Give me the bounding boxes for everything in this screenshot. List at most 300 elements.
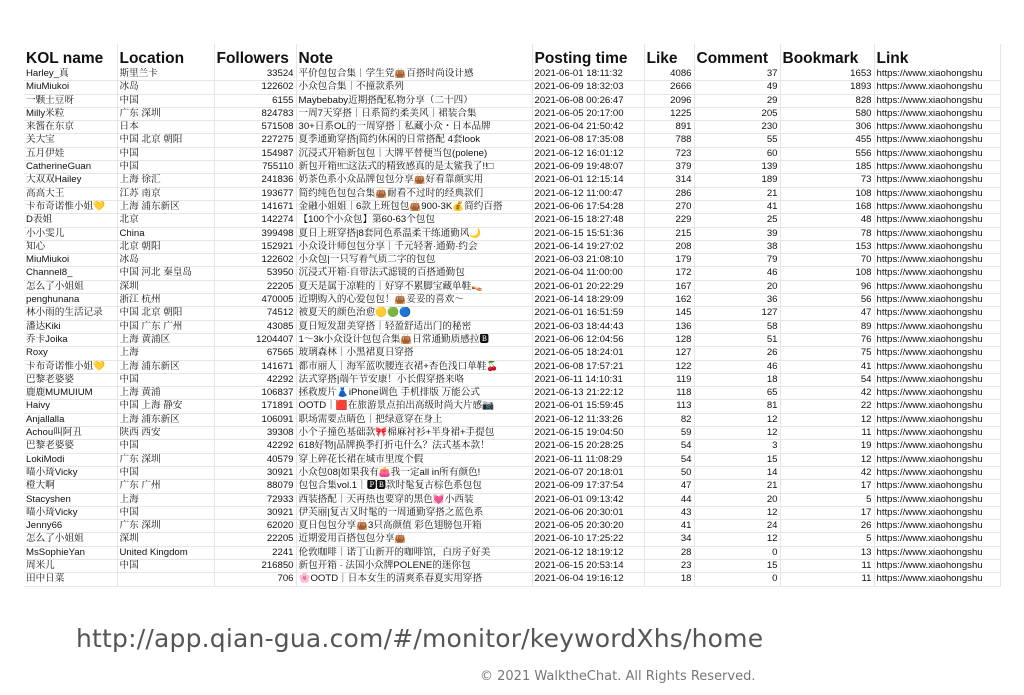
table-cell: 职场需要点睛色｜把绿意穿在身上 [296, 413, 532, 426]
table-cell: 🌸OOTD｜日本女生的清爽系春夏实用穿搭 [296, 573, 532, 586]
table-cell: 包包合集vol.1｜🅿🅱款时髦复古棕色系包包 [296, 480, 532, 493]
table-cell: 鹿鹿MUMUIUM [24, 387, 117, 400]
table-cell: OOTD｜🟥在旅游景点拍出高级时尚大片感📷 [296, 400, 532, 413]
link-cell[interactable]: https://www.xiaohongshu [874, 360, 1000, 373]
table-cell: 127 [644, 347, 694, 360]
table-cell: 2021-06-01 09:13:42 [532, 493, 644, 506]
table-cell: 来酱在东京 [24, 121, 117, 134]
header-row [24, 44, 1000, 68]
table-cell: 13 [780, 546, 874, 559]
link-cell[interactable]: https://www.xiaohongshu [874, 294, 1000, 307]
link-cell[interactable]: https://www.xiaohongshu [874, 373, 1000, 386]
table-cell: Achou叫阿丑 [24, 427, 117, 440]
table-cell: 152921 [214, 240, 296, 253]
table-row [24, 320, 1000, 333]
column-header: Like [644, 44, 694, 68]
table-cell: 128 [644, 333, 694, 346]
table-cell: 17 [780, 480, 874, 493]
link-cell[interactable]: https://www.xiaohongshu [874, 333, 1000, 346]
table-row [24, 493, 1000, 506]
table-cell: 2021-06-15 19:04:50 [532, 427, 644, 440]
table-cell: 51 [694, 333, 780, 346]
footer-url: http://app.qian-gua.com/#/monitor/keywordXhs/home [76, 624, 764, 653]
link-cell[interactable]: https://www.xiaohongshu [874, 94, 1000, 107]
link-cell[interactable]: https://www.xiaohongshu [874, 134, 1000, 147]
link-cell[interactable]: https://www.xiaohongshu [874, 227, 1000, 240]
table-cell: 中国 [117, 94, 214, 107]
table-cell: 314 [644, 174, 694, 187]
table-cell: 巴黎老婆婆 [24, 440, 117, 453]
table-row [24, 200, 1000, 213]
table-cell: 玻璃森林｜小黑裙夏日穿搭 [296, 347, 532, 360]
table-cell: CatherineGuan [24, 161, 117, 174]
link-cell[interactable]: https://www.xiaohongshu [874, 506, 1000, 519]
link-cell[interactable]: https://www.xiaohongshu [874, 267, 1000, 280]
table-cell: 一颗土豆呀 [24, 94, 117, 107]
table-cell: 深圳 [117, 280, 214, 293]
table-cell: 2096 [644, 94, 694, 107]
table-cell: 12 [694, 413, 780, 426]
link-cell[interactable]: https://www.xiaohongshu [874, 121, 1000, 134]
table-cell: 399498 [214, 227, 296, 240]
table-cell: 65 [694, 387, 780, 400]
table-row [24, 254, 1000, 267]
kol-table [24, 44, 1001, 587]
table-cell: 广东 深圳 [117, 107, 214, 120]
table-cell: 755110 [214, 161, 296, 174]
table-cell: 2021-06-06 20:30:01 [532, 506, 644, 519]
table-cell: 2021-06-14 18:29:09 [532, 294, 644, 307]
table-cell: 怎么了小姐姐 [24, 280, 117, 293]
table-cell: 88079 [214, 480, 296, 493]
table-cell: 824783 [214, 107, 296, 120]
table-cell: 470005 [214, 294, 296, 307]
table-cell: 216850 [214, 559, 296, 572]
table-cell: 夏天是属于凉鞋的｜好穿不累脚宝藏单鞋👡 [296, 280, 532, 293]
table-cell: 2021-06-05 18:24:01 [532, 347, 644, 360]
column-header: KOL name [24, 44, 117, 68]
table-row [24, 533, 1000, 546]
table-row [24, 81, 1000, 94]
table-cell: 141671 [214, 360, 296, 373]
table-cell: 2021-06-11 14:10:31 [532, 373, 644, 386]
table-cell: 2021-06-09 17:37:54 [532, 480, 644, 493]
table-cell: 4086 [644, 68, 694, 81]
table-cell: 11 [780, 573, 874, 586]
table-cell: 38 [694, 240, 780, 253]
table-cell: 72933 [214, 493, 296, 506]
table-cell: 法式穿搭|端午节安康！小长假穿搭来咯 [296, 373, 532, 386]
table-row [24, 107, 1000, 120]
table-cell: 6155 [214, 94, 296, 107]
table-row [24, 520, 1000, 533]
table-row [24, 294, 1000, 307]
table-cell: 89 [780, 320, 874, 333]
table-row [24, 413, 1000, 426]
table-cell: 12 [694, 427, 780, 440]
table-cell: Harley_真 [24, 68, 117, 81]
table-cell: 拯救废片👗iPhone调色 手机排版 万能公式 [296, 387, 532, 400]
table-cell: 中国 [117, 466, 214, 479]
table-cell: 18 [644, 573, 694, 586]
column-header: Location [117, 44, 214, 68]
table-row [24, 506, 1000, 519]
table-cell: 2021-06-13 21:22:12 [532, 387, 644, 400]
table-cell: 1893 [780, 81, 874, 94]
link-cell[interactable]: https://www.xiaohongshu [874, 214, 1000, 227]
table-cell: 冰岛 [117, 254, 214, 267]
table-row [24, 187, 1000, 200]
table-cell: 中国 北京 朝阳 [117, 307, 214, 320]
table-cell: 54 [644, 440, 694, 453]
table-cell: 48 [780, 214, 874, 227]
table-cell: 一周7天穿搭｜日系简约柔美风｜裙装合集 [296, 107, 532, 120]
table-cell: 21 [694, 480, 780, 493]
table-cell: 46 [694, 267, 780, 280]
table-cell: 2021-06-14 19:27:02 [532, 240, 644, 253]
table-cell: 2021-06-01 20:22:29 [532, 280, 644, 293]
table-cell: 怎么了小姐姐 [24, 533, 117, 546]
table-cell: Maybebaby近期搭配私物分享（二十四） [296, 94, 532, 107]
table-cell: 西装搭配｜天再热也要穿的黑色💓小西装 [296, 493, 532, 506]
link-cell[interactable]: https://www.xiaohongshu [874, 107, 1000, 120]
link-cell[interactable]: https://www.xiaohongshu [874, 480, 1000, 493]
table-cell: 67565 [214, 347, 296, 360]
table-cell: 近期购入的心爱包包！👜妥妥的喜欢～ [296, 294, 532, 307]
table-cell: 571508 [214, 121, 296, 134]
table-cell: 2021-06-06 12:04:56 [532, 333, 644, 346]
table-cell: 小众包08|如果我有👛我一定all in所有颜色! [296, 466, 532, 479]
link-cell[interactable]: https://www.xiaohongshu [874, 307, 1000, 320]
link-cell[interactable]: https://www.xiaohongshu [874, 400, 1000, 413]
table-cell: 中国 [117, 373, 214, 386]
table-cell: 广东 深圳 [117, 520, 214, 533]
link-cell[interactable]: https://www.xiaohongshu [874, 174, 1000, 187]
table-cell: 230 [694, 121, 780, 134]
link-cell[interactable]: https://www.xiaohongshu [874, 559, 1000, 572]
table-cell: 108 [780, 267, 874, 280]
link-cell[interactable]: https://www.xiaohongshu [874, 413, 1000, 426]
table-cell: 近期爱用百搭包包分享👜 [296, 533, 532, 546]
table-cell: 5 [780, 533, 874, 546]
link-cell[interactable]: https://www.xiaohongshu [874, 546, 1000, 559]
table-cell: 1204407 [214, 333, 296, 346]
table-cell: 47 [644, 480, 694, 493]
table-row [24, 280, 1000, 293]
table-cell: 43085 [214, 320, 296, 333]
table-cell: 41 [644, 520, 694, 533]
table-cell: Haivy [24, 400, 117, 413]
link-cell[interactable]: https://www.xiaohongshu [874, 453, 1000, 466]
link-cell[interactable]: https://www.xiaohongshu [874, 147, 1000, 160]
table-row [24, 307, 1000, 320]
table-row [24, 174, 1000, 187]
table-cell: 北京 [117, 214, 214, 227]
table-cell: 2021-06-05 20:30:20 [532, 520, 644, 533]
link-cell[interactable]: https://www.xiaohongshu [874, 573, 1000, 586]
table-row [24, 214, 1000, 227]
table-cell: 夏日短发甜美穿搭｜轻盈舒适出门的秘密 [296, 320, 532, 333]
table-row [24, 373, 1000, 386]
link-cell[interactable]: https://www.xiaohongshu [874, 520, 1000, 533]
table-cell: 上海 [117, 347, 214, 360]
table-cell: 60 [694, 147, 780, 160]
table-cell: 167 [644, 280, 694, 293]
column-header: Comment [694, 44, 780, 68]
table-cell: 新包开箱 · 法国小众牌POLENE的迷你包 [296, 559, 532, 572]
table-row [24, 387, 1000, 400]
table-row [24, 134, 1000, 147]
table-cell: 小众设计师包包分享｜千元轻奢·通勤·约会 [296, 240, 532, 253]
table-cell: 深圳 [117, 533, 214, 546]
table-cell: 日本 [117, 121, 214, 134]
table-cell: 41 [694, 200, 780, 213]
table-cell: 24 [694, 520, 780, 533]
table-cell: 139 [694, 161, 780, 174]
table-cell: 891 [644, 121, 694, 134]
link-cell[interactable]: https://www.xiaohongshu [874, 161, 1000, 174]
table-cell: 580 [780, 107, 874, 120]
table-row [24, 440, 1000, 453]
table-cell: 2021-06-12 11:33:26 [532, 413, 644, 426]
table-cell: 20 [694, 493, 780, 506]
table-row [24, 240, 1000, 253]
table-cell: 2021-06-03 21:08:10 [532, 254, 644, 267]
table-cell: 上海 浦东新区 [117, 413, 214, 426]
link-cell[interactable]: https://www.xiaohongshu [874, 254, 1000, 267]
table-cell: 中国 广东 广州 [117, 320, 214, 333]
table-cell: 2241 [214, 546, 296, 559]
table-row [24, 400, 1000, 413]
table-body [24, 68, 1000, 586]
table-cell: 浙江 杭州 [117, 294, 214, 307]
table-cell: 74512 [214, 307, 296, 320]
table-cell: 306 [780, 121, 874, 134]
table-cell: 205 [694, 107, 780, 120]
table-row [24, 161, 1000, 174]
link-cell[interactable]: https://www.xiaohongshu [874, 440, 1000, 453]
table-cell: D表姐 [24, 214, 117, 227]
table-cell: 723 [644, 147, 694, 160]
table-cell: 26 [694, 347, 780, 360]
table-cell: 0 [694, 573, 780, 586]
table-cell: 上海 徐汇 [117, 174, 214, 187]
table-cell: 巴黎老婆婆 [24, 373, 117, 386]
link-cell[interactable]: https://www.xiaohongshu [874, 320, 1000, 333]
table-cell: 1225 [644, 107, 694, 120]
table-cell: 12 [694, 506, 780, 519]
table-cell: 106837 [214, 387, 296, 400]
table-cell: 30921 [214, 506, 296, 519]
table-cell: 田中日菜 [24, 573, 117, 586]
table-cell: 122602 [214, 254, 296, 267]
table-cell: 2021-06-08 00:26:47 [532, 94, 644, 107]
table-cell: 2021-06-01 12:15:14 [532, 174, 644, 187]
table-cell: 被夏天的颜色治愈🟡🟢🔵 [296, 307, 532, 320]
table-cell: 215 [644, 227, 694, 240]
table-cell: 42292 [214, 373, 296, 386]
table-cell: 153 [780, 240, 874, 253]
table-cell: 39308 [214, 427, 296, 440]
table-cell: 小个子撞色基础款🎀棉麻衬衫+半身裙+手提包 [296, 427, 532, 440]
table-cell: 林小雨的生活记录 [24, 307, 117, 320]
table-cell: 22205 [214, 533, 296, 546]
table-cell: 上海 浦东新区 [117, 360, 214, 373]
column-header: Note [296, 44, 532, 68]
link-cell[interactable]: https://www.xiaohongshu [874, 240, 1000, 253]
table-cell: 270 [644, 200, 694, 213]
table-cell: 小众包合集｜不撞款系列 [296, 81, 532, 94]
table-cell: 橙大啊 [24, 480, 117, 493]
table-cell: 都市丽人｜海军蓝吹腰连衣裙+杏色浅口单鞋🍒 [296, 360, 532, 373]
table-cell: 北京 朝阳 [117, 240, 214, 253]
table-cell: 卡布奇诺惟小姐💛 [24, 360, 117, 373]
table-cell: 2021-06-12 16:01:12 [532, 147, 644, 160]
table-cell: 50 [644, 466, 694, 479]
table-cell: 5 [780, 493, 874, 506]
link-cell[interactable]: https://www.xiaohongshu [874, 187, 1000, 200]
link-cell[interactable]: https://www.xiaohongshu [874, 466, 1000, 479]
table-cell: 119 [644, 373, 694, 386]
table-cell: 上海 黄浦区 [117, 333, 214, 346]
link-cell[interactable]: https://www.xiaohongshu [874, 81, 1000, 94]
table-cell: 56 [780, 294, 874, 307]
table-cell: 2021-06-07 20:18:01 [532, 466, 644, 479]
table-cell: 小众包|一只写着气质二字的包包 [296, 254, 532, 267]
table-cell: 39 [694, 227, 780, 240]
table-cell: 2021-06-09 19:48:07 [532, 161, 644, 174]
table-cell: 喵小琦Vicky [24, 466, 117, 479]
table-cell: 828 [780, 94, 874, 107]
table-cell: 2021-06-08 17:57:21 [532, 360, 644, 373]
table-cell: 28 [644, 546, 694, 559]
table-cell: 168 [780, 200, 874, 213]
table-cell: 556 [780, 147, 874, 160]
table-cell: 知心 [24, 240, 117, 253]
table-cell: 54 [780, 373, 874, 386]
table-cell: 70 [780, 254, 874, 267]
table-cell: 穿上碎花长裙在城市里度个假 [296, 453, 532, 466]
copyright-text: © 2021 WalktheChat. All Rights Reserved. [480, 669, 756, 684]
table-cell: 29 [694, 94, 780, 107]
table-cell: MiuMiukoi [24, 254, 117, 267]
table-cell: 25 [694, 214, 780, 227]
table-cell: 96 [780, 280, 874, 293]
table-cell: 40579 [214, 453, 296, 466]
table-cell: 78 [780, 227, 874, 240]
table-cell: 62020 [214, 520, 296, 533]
link-cell[interactable]: https://www.xiaohongshu [874, 280, 1000, 293]
table-cell: 76 [780, 333, 874, 346]
table-cell: 上海 [117, 493, 214, 506]
table-cell: 58 [694, 320, 780, 333]
table-cell: 706 [214, 573, 296, 586]
link-cell[interactable]: https://www.xiaohongshu [874, 200, 1000, 213]
table-cell: 15 [694, 559, 780, 572]
table-cell: 75 [780, 347, 874, 360]
table-cell: 五月伊娃 [24, 147, 117, 160]
table-cell: 455 [780, 134, 874, 147]
table-cell: 618好物|品牌换季打折屯什么？法式基本款！ [296, 440, 532, 453]
table-cell: 142274 [214, 214, 296, 227]
table-row [24, 121, 1000, 134]
table-cell: 2021-06-06 17:54:28 [532, 200, 644, 213]
table-cell: 2021-06-15 20:53:14 [532, 559, 644, 572]
table-cell: 新包开箱!!□这法式的精致感真的是太鲨我了!!□ [296, 161, 532, 174]
table-cell: 2021-06-01 15:59:45 [532, 400, 644, 413]
link-cell[interactable]: https://www.xiaohongshu [874, 493, 1000, 506]
table-cell: 2021-06-11 11:08:29 [532, 453, 644, 466]
table-cell: 172 [644, 267, 694, 280]
table-cell: 关大宝 [24, 134, 117, 147]
table-cell: 【100个小众包】第60-63个包包 [296, 214, 532, 227]
table-cell: 沉浸式开箱·自带法式滤镜的百搭通勤包 [296, 267, 532, 280]
table-cell: 15 [694, 453, 780, 466]
table-cell: 54 [644, 453, 694, 466]
table-row [24, 360, 1000, 373]
table-cell: 18 [694, 373, 780, 386]
table-cell: 141671 [214, 200, 296, 213]
table-cell: 227275 [214, 134, 296, 147]
table-cell: 斯里兰卡 [117, 68, 214, 81]
table-cell: 中国 河北 秦皇岛 [117, 267, 214, 280]
table-cell: 2666 [644, 81, 694, 94]
table-row [24, 559, 1000, 572]
table-cell: 179 [644, 254, 694, 267]
table-cell: 44 [644, 493, 694, 506]
table-row [24, 427, 1000, 440]
table-cell: 108 [780, 187, 874, 200]
table-cell: 平价包包合集｜学生党👜百搭时尚设计感 [296, 68, 532, 81]
link-cell[interactable]: https://www.xiaohongshu [874, 68, 1000, 81]
table-cell: 大双双Hailey [24, 174, 117, 187]
table-row [24, 453, 1000, 466]
table-cell: 2021-06-10 17:25:22 [532, 533, 644, 546]
table-cell: 22205 [214, 280, 296, 293]
table-cell: 185 [780, 161, 874, 174]
table-cell: 简约纯色包包合集👜耐看不过时的经典款们 [296, 187, 532, 200]
table-cell: 21 [694, 187, 780, 200]
table-cell: 中国 [117, 147, 214, 160]
table-row [24, 147, 1000, 160]
table-cell: 127 [694, 307, 780, 320]
table-cell: 0 [694, 546, 780, 559]
table-cell: United Kingdom [117, 546, 214, 559]
table-cell: 59 [644, 427, 694, 440]
column-header: Posting time [532, 44, 644, 68]
table-cell: 379 [644, 161, 694, 174]
table-cell: 79 [694, 254, 780, 267]
table-cell: 周米儿 [24, 559, 117, 572]
link-cell[interactable]: https://www.xiaohongshu [874, 347, 1000, 360]
link-cell[interactable]: https://www.xiaohongshu [874, 387, 1000, 400]
table-cell: 193677 [214, 187, 296, 200]
table-cell: 82 [644, 413, 694, 426]
table-cell: 208 [644, 240, 694, 253]
table-cell: 2021-06-04 19:16:12 [532, 573, 644, 586]
table-cell: 夏日包包分享👜3只高颜值 彩色翅膀包开箱 [296, 520, 532, 533]
table-cell: 154987 [214, 147, 296, 160]
table-cell: 162 [644, 294, 694, 307]
table-cell: 2021-06-01 18:11:32 [532, 68, 644, 81]
table-cell: 55 [694, 134, 780, 147]
table-cell [117, 573, 214, 586]
table-cell: 2021-06-01 16:51:59 [532, 307, 644, 320]
table-row [24, 466, 1000, 479]
link-cell[interactable]: https://www.xiaohongshu [874, 427, 1000, 440]
table-cell: 42 [780, 387, 874, 400]
link-cell[interactable]: https://www.xiaohongshu [874, 533, 1000, 546]
